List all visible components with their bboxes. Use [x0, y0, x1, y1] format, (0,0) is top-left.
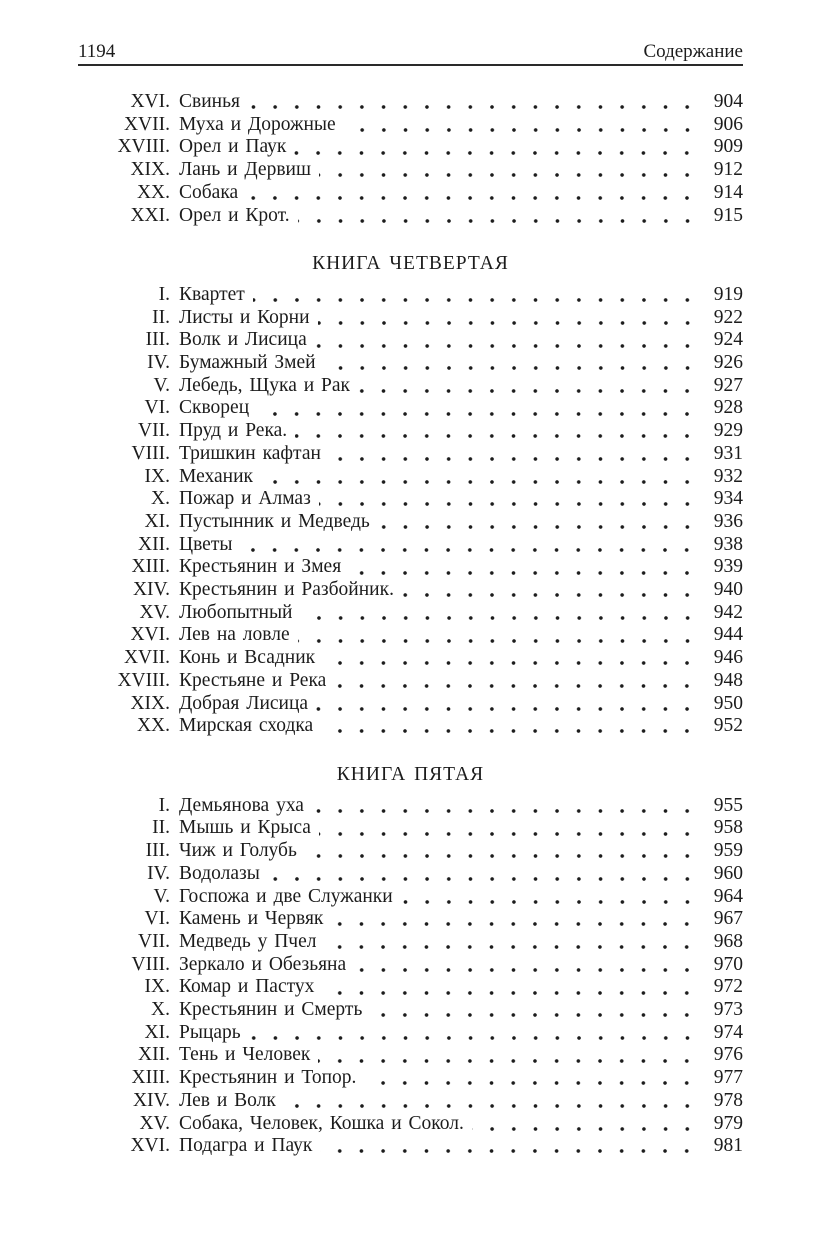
entry-title: Водолазы	[179, 862, 260, 884]
entry-page: 931	[713, 442, 743, 464]
entry-page: 934	[713, 488, 743, 510]
dot-leader	[378, 511, 698, 534]
dot-leader	[315, 329, 698, 352]
entry-page: 979	[713, 1112, 743, 1134]
running-head	[78, 42, 743, 66]
entry-title: Скворец	[179, 397, 250, 419]
entry-page: 976	[713, 1044, 743, 1066]
toc-entry	[78, 443, 743, 466]
dot-leader	[257, 397, 698, 420]
entry-numeral: VIII.	[131, 953, 170, 975]
entry-page: 906	[713, 113, 743, 135]
entry-title: Орел и Паук	[179, 136, 287, 158]
toc-entry	[78, 91, 743, 114]
toc-entry	[78, 329, 743, 352]
entry-numeral: IV.	[147, 862, 170, 884]
entry-page: 940	[713, 579, 743, 601]
dot-leader	[358, 375, 698, 398]
entry-page: 970	[713, 953, 743, 975]
entry-numeral: XI.	[144, 1021, 170, 1043]
toc-section	[78, 253, 743, 738]
entry-title: Тришкин кафтан	[179, 442, 321, 464]
entry-numeral: XVII.	[123, 647, 170, 669]
entry-title: Лебедь, Щука и Рак	[179, 374, 351, 396]
toc-entry	[78, 488, 743, 511]
dot-leader	[318, 307, 698, 330]
entry-numeral: X.	[151, 488, 170, 510]
entry-title: Чиж и Голубь	[179, 840, 297, 862]
dot-leader	[318, 1044, 698, 1067]
entry-page: 939	[713, 556, 743, 578]
toc-entry	[78, 1067, 743, 1090]
entry-title: Цветы	[179, 533, 233, 555]
entry-page: 915	[713, 204, 743, 226]
dot-leader	[472, 1113, 698, 1136]
toc-entry	[78, 556, 743, 579]
dot-leader	[334, 670, 698, 693]
toc-entry	[78, 205, 743, 228]
toc-section	[78, 764, 743, 1158]
entry-title: Собака	[179, 181, 239, 203]
entry-numeral: XIII.	[131, 1067, 170, 1089]
entry-page: 932	[713, 465, 743, 487]
dot-leader	[319, 159, 698, 182]
entry-title: Зеркало и Обезьяна	[179, 953, 347, 975]
entry-page: 958	[713, 817, 743, 839]
entry-title: Любопытный	[179, 601, 293, 623]
entry-numeral: XVI.	[130, 91, 170, 112]
toc-entry	[78, 999, 743, 1022]
entry-title: Подагра и Паук	[179, 1135, 313, 1157]
toc-entry	[78, 1135, 743, 1158]
entry-title: Пустынник и Медведь	[179, 510, 370, 532]
entry-numeral: I.	[158, 794, 170, 816]
toc-entry	[78, 579, 743, 602]
entry-page: 978	[713, 1089, 743, 1111]
toc-entry	[78, 1113, 743, 1136]
dot-leader	[354, 954, 698, 977]
entry-page: 944	[713, 624, 743, 646]
dot-leader	[253, 284, 698, 307]
entry-numeral: XIV.	[132, 579, 170, 601]
entry-numeral: VIII.	[131, 442, 170, 464]
toc-entry	[78, 182, 743, 205]
entry-numeral: IX.	[144, 465, 170, 487]
entry-page: 946	[713, 647, 743, 669]
entry-page: 938	[713, 533, 743, 555]
dot-leader	[294, 136, 698, 159]
toc-entry	[78, 1090, 743, 1113]
entry-title: Камень и Червяк	[179, 908, 324, 930]
dot-leader	[268, 863, 698, 886]
toc-entry	[78, 375, 743, 398]
entry-page: 959	[713, 840, 743, 862]
entry-page: 924	[713, 329, 743, 351]
dot-leader	[298, 205, 698, 228]
entry-page: 929	[713, 420, 743, 442]
toc-entry	[78, 534, 743, 557]
toc-entry	[78, 307, 743, 330]
toc-section	[78, 91, 743, 227]
entry-page: 981	[713, 1135, 743, 1157]
entry-numeral: XV.	[139, 601, 170, 623]
toc-entry	[78, 670, 743, 693]
dot-leader	[301, 602, 699, 625]
entry-title: Лань и Дервиш	[179, 159, 311, 181]
dot-leader	[321, 715, 698, 738]
toc-entry	[78, 284, 743, 307]
entry-page: 973	[713, 999, 743, 1021]
entry-page: 922	[713, 306, 743, 328]
entry-page: 942	[713, 601, 743, 623]
dot-leader	[349, 556, 698, 579]
table-of-contents	[78, 91, 743, 1158]
entry-title: Свинья	[179, 91, 240, 112]
entry-numeral: XVI.	[130, 624, 170, 646]
entry-page: 904	[713, 91, 743, 112]
entry-numeral: I.	[158, 283, 170, 305]
running-head-title: Содержание	[643, 41, 743, 62]
entry-numeral: XVIII.	[117, 136, 170, 158]
entry-numeral: IV.	[147, 352, 170, 374]
dot-leader	[249, 1022, 698, 1045]
toc-entry	[78, 352, 743, 375]
entry-numeral: XI.	[144, 510, 170, 532]
dot-leader	[344, 114, 698, 137]
entry-numeral: II.	[152, 817, 170, 839]
entry-page: 964	[713, 885, 743, 907]
entry-page: 912	[713, 159, 743, 181]
entry-title: Квартет	[179, 283, 245, 305]
entry-numeral: IX.	[144, 976, 170, 998]
entry-numeral: VI.	[144, 397, 170, 419]
entry-page: 960	[713, 862, 743, 884]
dot-leader	[298, 624, 698, 647]
entry-title: Крестьяне и Река	[179, 669, 327, 691]
entry-page: 927	[713, 374, 743, 396]
entry-page: 928	[713, 397, 743, 419]
entry-title: Механик	[179, 465, 253, 487]
dot-leader	[316, 693, 698, 716]
dot-leader	[295, 420, 698, 443]
entry-page: 926	[713, 352, 743, 374]
entry-title: Орел и Крот.	[179, 204, 290, 226]
folio-page-number: 1194	[78, 41, 116, 62]
entry-title: Пожар и Алмаз	[179, 488, 311, 510]
dot-leader	[364, 1067, 698, 1090]
entry-numeral: V.	[153, 374, 170, 396]
entry-title: Тень и Человек	[179, 1044, 311, 1066]
entry-title: Конь и Всадник	[179, 647, 316, 669]
toc-entry	[78, 795, 743, 818]
toc-entry	[78, 420, 743, 443]
entry-title: Комар и Пастух	[179, 976, 315, 998]
toc-entry	[78, 511, 743, 534]
toc-entry	[78, 886, 743, 909]
dot-leader	[402, 579, 698, 602]
entry-numeral: XIII.	[131, 556, 170, 578]
entry-numeral: XIV.	[132, 1089, 170, 1111]
toc-entry	[78, 647, 743, 670]
entry-title: Мирская сходка	[179, 715, 314, 737]
entry-title: Демьянова уха	[179, 794, 304, 816]
dot-leader	[370, 999, 698, 1022]
entry-numeral: XIX.	[130, 692, 170, 714]
entry-numeral: II.	[152, 306, 170, 328]
entry-page: 936	[713, 510, 743, 532]
entry-numeral: VII.	[138, 420, 170, 442]
entry-numeral: V.	[153, 885, 170, 907]
dot-leader	[324, 352, 698, 375]
toc-entry	[78, 114, 743, 137]
entry-title: Медведь у Пчел	[179, 930, 317, 952]
dot-leader	[319, 488, 698, 511]
entry-page: 919	[713, 283, 743, 305]
entry-title: Листы и Корни	[179, 306, 310, 328]
entry-numeral: VII.	[138, 930, 170, 952]
entry-title: Пруд и Река.	[179, 420, 288, 442]
entry-page: 914	[713, 181, 743, 203]
entry-title: Бумажный Змей	[179, 352, 316, 374]
toc-entry	[78, 817, 743, 840]
entry-page: 948	[713, 669, 743, 691]
entry-title: Собака, Человек, Кошка и Сокол.	[179, 1112, 464, 1134]
entry-numeral: XII.	[138, 1044, 170, 1066]
book-heading: КНИГА ПЯТАЯ	[336, 763, 485, 785]
toc-entry	[78, 931, 743, 954]
dot-leader	[240, 534, 698, 557]
dot-leader	[320, 1135, 698, 1158]
dot-leader	[319, 817, 698, 840]
entry-numeral: III.	[145, 840, 170, 862]
entry-title: Рыцарь	[179, 1021, 241, 1043]
dot-leader	[401, 886, 698, 909]
toc-entry	[78, 840, 743, 863]
entry-title: Волк и Лисица	[179, 329, 307, 351]
toc-entry	[78, 602, 743, 625]
entry-page: 909	[713, 136, 743, 158]
entry-title: Лев и Волк	[179, 1089, 276, 1111]
entry-numeral: XVII.	[123, 113, 170, 135]
toc-entry	[78, 1044, 743, 1067]
entry-numeral: XXI.	[130, 204, 170, 226]
toc-entry	[78, 624, 743, 647]
toc-entry	[78, 976, 743, 999]
entry-page: 952	[713, 715, 743, 737]
entry-numeral: XII.	[138, 533, 170, 555]
entry-page: 968	[713, 930, 743, 952]
entry-page: 977	[713, 1067, 743, 1089]
entry-title: Муха и Дорожные	[179, 113, 336, 135]
toc-entry	[78, 715, 743, 738]
toc-entry	[78, 397, 743, 420]
entry-title: Госпожа и две Служанки	[179, 885, 393, 907]
dot-leader	[323, 647, 698, 670]
entry-numeral: XIX.	[130, 159, 170, 181]
dot-leader	[322, 976, 698, 999]
entry-title: Крестьянин и Змея	[179, 556, 342, 578]
dot-leader	[324, 931, 698, 954]
dot-leader	[248, 91, 698, 114]
dot-leader	[329, 443, 698, 466]
entry-numeral: III.	[145, 329, 170, 351]
entry-numeral: XV.	[139, 1112, 170, 1134]
dot-leader	[331, 908, 698, 931]
toc-entry	[78, 954, 743, 977]
entry-page: 950	[713, 692, 743, 714]
dot-leader	[305, 840, 698, 863]
entry-title: Крестьянин и Смерть	[179, 999, 363, 1021]
entry-title: Мышь и Крыса	[179, 817, 311, 839]
entry-page: 955	[713, 794, 743, 816]
dot-leader	[246, 182, 698, 205]
toc-entry	[78, 908, 743, 931]
entry-page: 967	[713, 908, 743, 930]
toc-entry	[78, 136, 743, 159]
entry-title: Добрая Лисица	[179, 692, 309, 714]
entry-numeral: XVI.	[130, 1135, 170, 1157]
toc-entry	[78, 863, 743, 886]
entry-numeral: XVIII.	[117, 669, 170, 691]
entry-title: Крестьянин и Разбойник.	[179, 579, 394, 601]
dot-leader	[284, 1090, 698, 1113]
entry-title: Крестьянин и Топор.	[179, 1067, 357, 1089]
entry-page: 972	[713, 976, 743, 998]
toc-entry	[78, 693, 743, 716]
entry-numeral: X.	[151, 999, 170, 1021]
toc-entry	[78, 159, 743, 182]
entry-page: 974	[713, 1021, 743, 1043]
toc-entry	[78, 1022, 743, 1045]
toc-entry	[78, 466, 743, 489]
dot-leader	[312, 795, 698, 818]
entry-numeral: XX.	[136, 715, 170, 737]
book-heading: КНИГА ЧЕТВЕРТАЯ	[312, 253, 509, 275]
dot-leader	[261, 466, 698, 489]
entry-title: Лев на ловле	[179, 624, 290, 646]
entry-numeral: VI.	[144, 908, 170, 930]
entry-numeral: XX.	[136, 181, 170, 203]
